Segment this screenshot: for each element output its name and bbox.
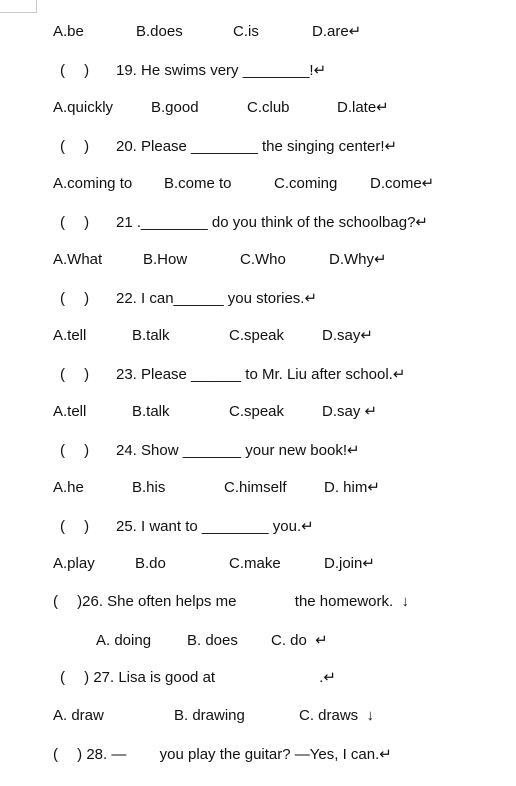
option-c: C.coming xyxy=(274,175,338,192)
option-a: A.play xyxy=(53,555,95,572)
option-d: D.join↵ xyxy=(324,555,375,572)
question-text: ( )26. She often helps me the homework. ↓ xyxy=(53,593,409,610)
option-a: A.be xyxy=(53,23,84,40)
answer-paren: ( ) xyxy=(60,366,90,383)
option-b: B.talk xyxy=(132,403,170,420)
option-c: C.Who xyxy=(240,251,286,268)
answer-paren: ( ) xyxy=(60,138,90,155)
question-28 xyxy=(0,745,516,785)
answer-paren: ( ) xyxy=(60,442,90,459)
option-c: C.speak xyxy=(229,403,285,420)
question-text: ( ) 27. Lisa is good at .↵ xyxy=(60,669,336,686)
question-text: 21 .________ do you think of the schoolbag?↵ xyxy=(116,214,428,231)
option-a: A.quickly xyxy=(53,99,114,116)
option-a: A. doing xyxy=(96,632,152,649)
option-b: B.do xyxy=(135,555,166,572)
option-c: C.club xyxy=(247,99,290,116)
option-b: B. does xyxy=(187,632,238,649)
option-a: A.tell xyxy=(53,327,87,344)
question-text: 24. Show _______ your new book!↵ xyxy=(116,442,360,459)
option-b: B.good xyxy=(151,99,199,116)
question-text: 23. Please ______ to Mr. Liu after school.↵ xyxy=(116,366,406,383)
option-a: A.he xyxy=(53,479,84,496)
option-c: C.is xyxy=(233,23,259,40)
option-b: B. drawing xyxy=(174,707,245,724)
option-d: D.are↵ xyxy=(312,23,362,40)
question-text: 19. He swims very ________!↵ xyxy=(116,62,327,79)
option-a: A.What xyxy=(53,251,103,268)
option-d: D.say↵ xyxy=(322,327,373,344)
question-text: 25. I want to ________ you.↵ xyxy=(116,518,314,535)
question-text: ( ) 28. — you play the guitar? —Yes, I can.↵ xyxy=(53,746,392,763)
option-b: B.talk xyxy=(132,327,170,344)
option-d: D. him↵ xyxy=(324,479,380,496)
option-d: D.say ↵ xyxy=(322,403,378,420)
question-text: 20. Please ________ the singing center!↵ xyxy=(116,138,398,155)
option-a: A.coming to xyxy=(53,175,133,192)
answer-paren: ( ) xyxy=(60,290,90,307)
option-a: A.tell xyxy=(53,403,87,420)
option-c: C. draws ↓ xyxy=(299,707,375,724)
option-d: D.come↵ xyxy=(370,175,435,192)
option-b: B.his xyxy=(132,479,166,496)
question-text: 22. I can______ you stories.↵ xyxy=(116,290,318,307)
option-c: C. do ↵ xyxy=(271,632,328,649)
question-26 xyxy=(0,592,516,632)
page-corner-mark xyxy=(0,0,37,13)
answer-paren: ( ) xyxy=(60,62,90,79)
option-a: A. draw xyxy=(53,707,104,724)
answer-paren: ( ) xyxy=(60,518,90,535)
option-d: D.Why↵ xyxy=(329,251,387,268)
option-b: B.come to xyxy=(164,175,232,192)
option-b: B.does xyxy=(136,23,183,40)
answer-paren: ( ) xyxy=(60,214,90,231)
option-b: B.How xyxy=(143,251,188,268)
option-c: C.make xyxy=(229,555,281,572)
option-c: C.himself xyxy=(224,479,287,496)
option-d: D.late↵ xyxy=(337,99,389,116)
question-27 xyxy=(0,668,516,708)
option-c: C.speak xyxy=(229,327,285,344)
